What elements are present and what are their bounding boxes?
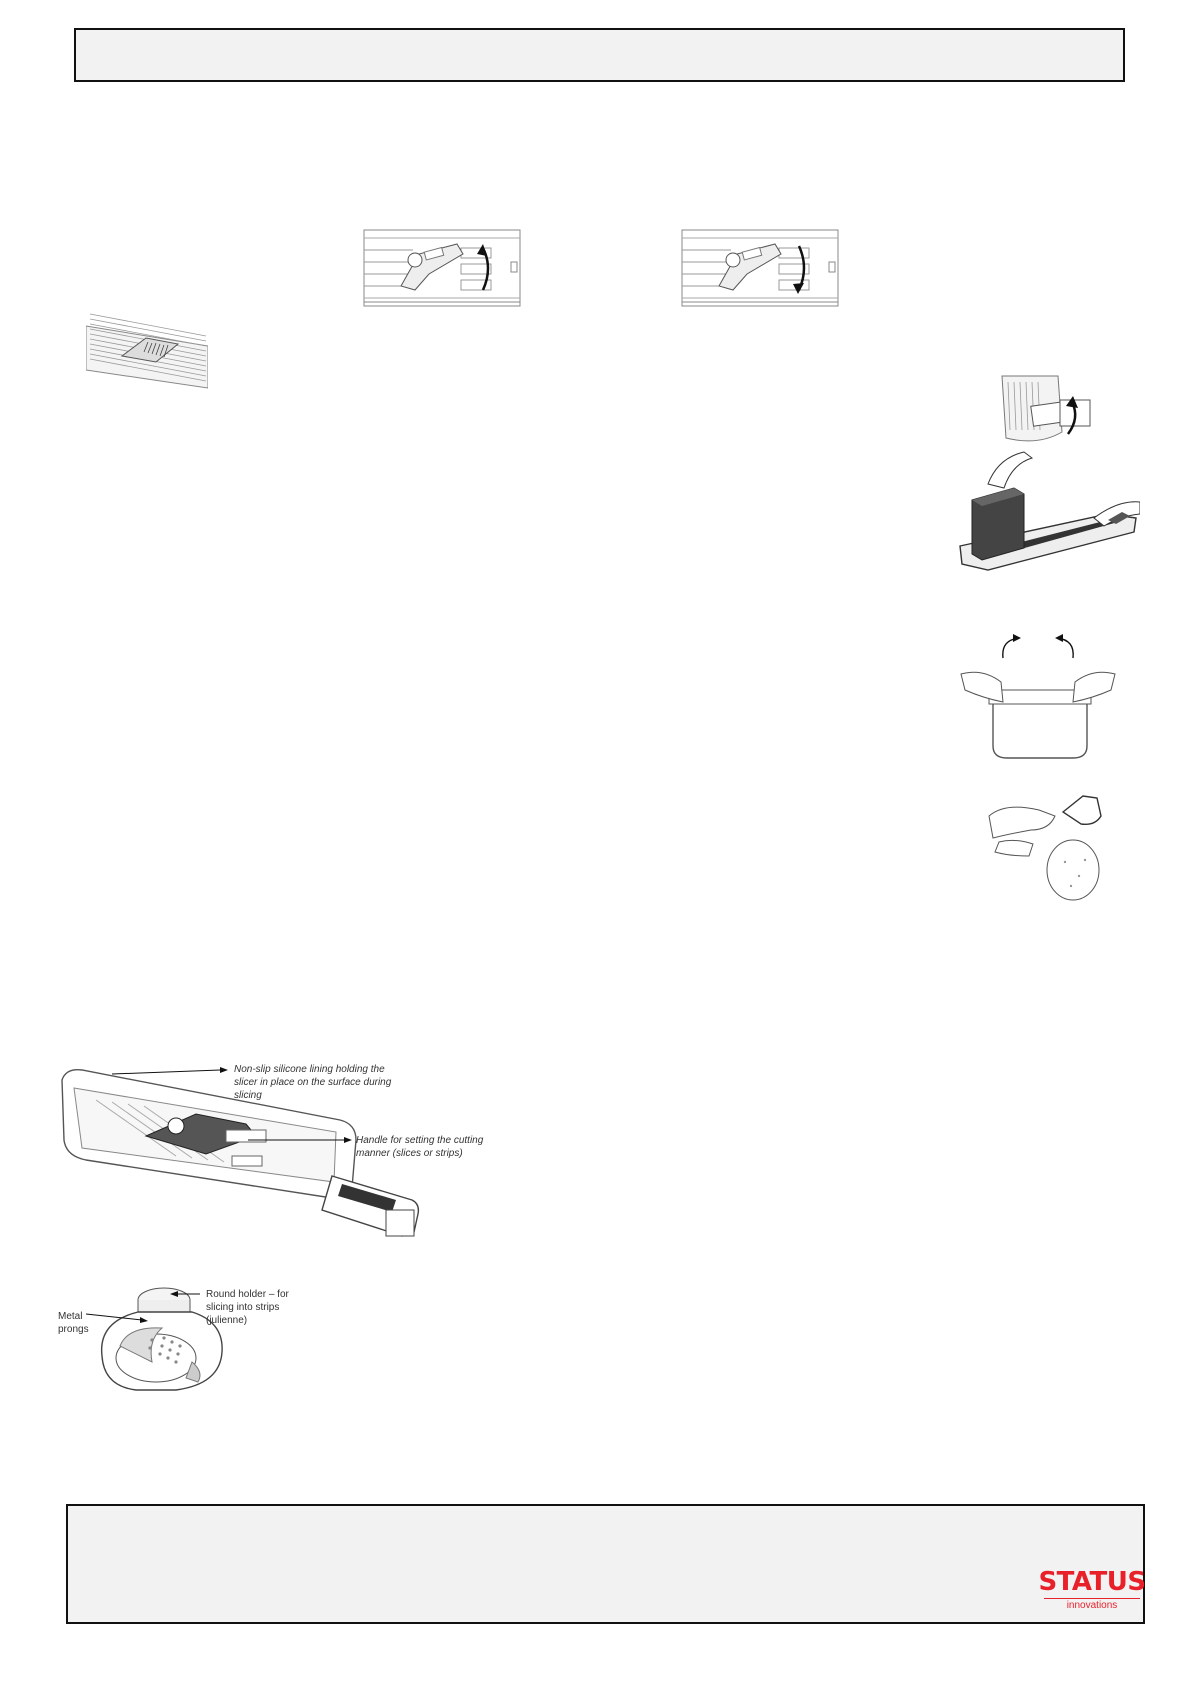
callout-prongs: Metal prongs [58, 1311, 89, 1335]
slicing-with-pusher-illustration [958, 448, 1140, 580]
opening-clips-illustration [953, 628, 1123, 764]
brand-name: STATUS [1038, 1567, 1146, 1597]
footer-box [66, 1504, 1145, 1624]
brand-logo [1038, 1568, 1146, 1612]
slicer-knob-illustration [998, 372, 1094, 448]
peeler-illustration [985, 786, 1113, 902]
callout-handle: Handle for setting the cutting manner (slices or strips) [356, 1135, 484, 1159]
callout-lining: Non-slip silicone lining holding the slicer in place on the surface during slicing [234, 1064, 392, 1101]
callout-holder: Round holder – for slicing into strips (julienne) [206, 1289, 289, 1326]
logo-divider [1044, 1598, 1140, 1599]
brand-tagline: innovations [1066, 1600, 1118, 1611]
handle-position-down-illustration [681, 228, 839, 310]
